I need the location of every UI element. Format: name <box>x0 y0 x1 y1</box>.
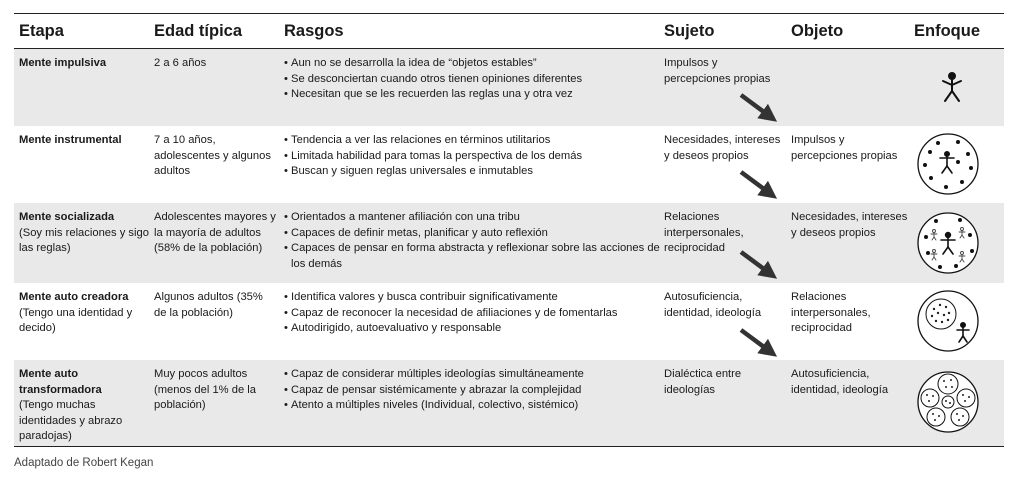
subject-cell: Necesidades, intereses y deseos propios <box>664 134 781 162</box>
stage-subtitle: (Soy mis relaciones y sigo las reglas) <box>19 226 149 255</box>
header-enfoque: Enfoque <box>914 22 980 40</box>
trait-item: • Limitada habilidad para tomas la perspectiva de los demás <box>284 149 662 165</box>
trait-item: • Capaces de pensar en forma abstracta y reflexionar sobre las acciones de los demás <box>284 241 662 272</box>
age-cell: 7 a 10 años, adolescentes y algunos adultos <box>154 134 271 178</box>
arrow-icon <box>741 252 772 275</box>
arrow-icon <box>741 172 772 195</box>
arrow-icon <box>741 330 772 353</box>
stage-name: Mente auto transformadora <box>19 368 102 396</box>
trait-item: • Aun no se desarrolla la idea de “objetos estables” <box>284 56 662 72</box>
trait-item: • Identifica valores y busca contribuir significativamente <box>284 290 662 306</box>
stage-name: Mente instrumental <box>19 134 122 146</box>
stage-subtitle: (Tengo una identidad y decido) <box>19 306 133 335</box>
stage-subtitle: (Tengo muchas identidades y abrazo paradojas) <box>19 399 123 443</box>
subject-cell: Autosuficiencia, identidad, ideología <box>664 291 762 319</box>
header-sujeto: Sujeto <box>664 22 715 40</box>
trait-item: • Capaces de definir metas, planificar y auto reflexión <box>284 226 662 242</box>
trait-item: • Capaz de pensar sistémicamente y abrazar la complejidad <box>284 383 662 399</box>
age-cell: Algunos adultos (35% de la población) <box>154 291 263 319</box>
trait-item: • Capaz de considerar múltiples ideologías simultáneamente <box>284 367 662 383</box>
trait-item: • Capaz de reconocer la necesidad de afiliaciones y de fomentarlas <box>284 306 662 322</box>
subject-cell: Impulsos y percepciones propias <box>664 57 771 85</box>
stage-name: Mente auto creadora <box>19 291 129 303</box>
trait-item: • Buscan y siguen reglas universales e inmutables <box>284 164 662 180</box>
age-cell: Muy pocos adultos (menos del 1% de la población) <box>154 368 256 412</box>
stage-name: Mente impulsiva <box>19 57 107 69</box>
object-cell: Impulsos y percepciones propias <box>791 134 898 162</box>
arrow-icon <box>741 95 772 118</box>
stage-name: Mente socializada <box>19 211 115 223</box>
header-edad: Edad típica <box>154 22 243 40</box>
object-cell: Relaciones interpersonales, reciprocidad <box>791 291 871 335</box>
age-cell: Adolescentes mayores y la mayoría de adultos (58% de la población) <box>154 211 276 255</box>
trait-item: • Se desconciertan cuando otros tienen opiniones diferentes <box>284 72 662 88</box>
header-etapa: Etapa <box>19 22 64 40</box>
trait-item: • Orientados a mantener afiliación con una tribu <box>284 210 662 226</box>
trait-item: • Necesitan que se les recuerden las reglas una y otra vez <box>284 87 662 103</box>
object-cell: Necesidades, intereses y deseos propios <box>791 211 908 239</box>
object-cell: Autosuficiencia, identidad, ideología <box>791 368 889 396</box>
trait-item: • Autodirigido, autoevaluativo y responsable <box>284 321 662 337</box>
header-rasgos: Rasgos <box>284 22 344 40</box>
subject-cell: Relaciones interpersonales, reciprocidad <box>664 211 744 255</box>
age-cell: 2 a 6 años <box>154 57 207 69</box>
subject-cell: Dialéctica entre ideologías <box>664 368 742 396</box>
source-footnote: Adaptado de Robert Kegan <box>14 457 154 469</box>
header-objeto: Objeto <box>791 22 844 40</box>
trait-item: • Atento a múltiples niveles (Individual, colectivo, sistémico) <box>284 398 662 414</box>
trait-item: • Tendencia a ver las relaciones en términos utilitarios <box>284 133 662 149</box>
